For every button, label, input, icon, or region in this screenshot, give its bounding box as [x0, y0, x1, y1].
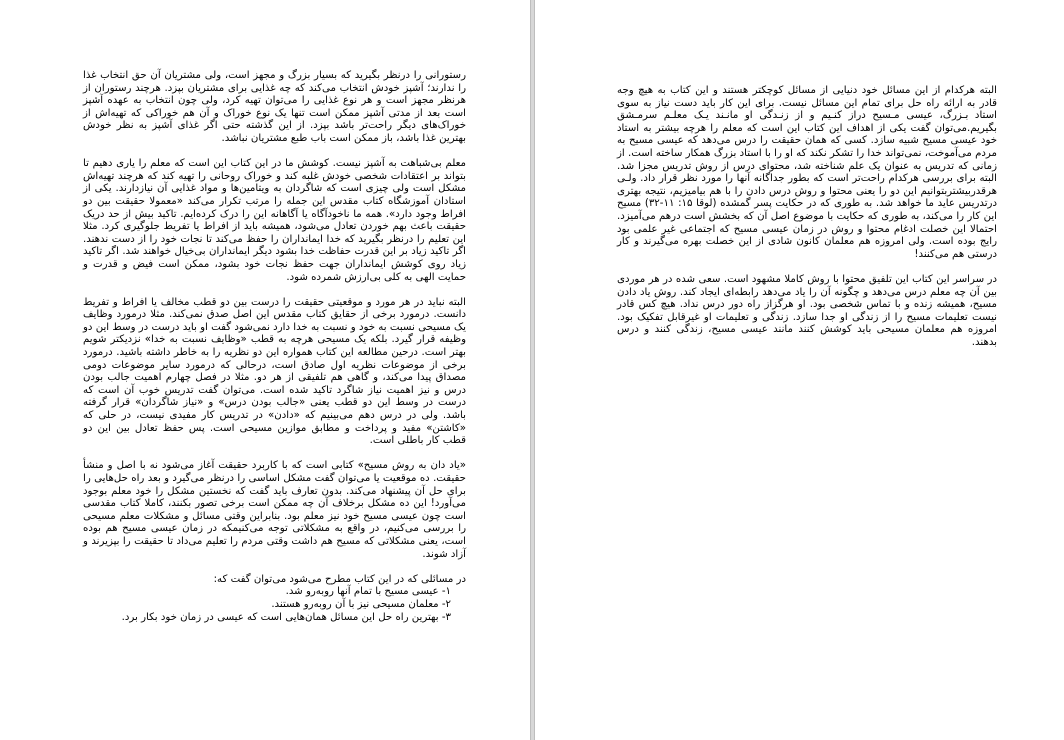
paragraph: البته هرکدام از این مسائل خود دنیایی از مسائل کوچکتر هستند و این کتاب به هیچ وجه قادر به ارائه راه حل برای تمام این مسائل نیست. برای این کار باید دست نیاز به سوی استاد بـزرگ، عیسی مـسیح دراز کنـیم و از زنـدگی او مانـند یـک معلـم سرمـشق بگیریم.می‌توان گفت یکی از اهداف این کتاب این است که معلم را هرچه بیشتر به استاد خود عیسی مسیح شبیه سازد. کسی که همان حقیقت را درس می‌دهد که عیسی مسیح به مردم می‌آموخت، نمی‌تواند خدا را تشکر نکند که او را با استاد بزرگ همکار ساخته است. از زمانی که تدریس به عنوان یک علم شناخته شد، محتوای درس از روش تدریس مجزا شد. البته برای بررسی هرکدام راحت‌تر است که بطور جداگانه آنها را مورد نظر قرار داد. ولـی هرقدربیشتربتوانیم این دو را یعنی محتوا و روش درس دادن را با هم بیامیزیم، نتیجه بهتری درتدریس عاید ما خواهد شد. به طوری که در حکایت پسر گمشده (لوقا ۱۵: ۱۱-۳۲) مسیح این کار را می‌کند، به طوری که حکایت با موضوع اصل آن که بخشش است درهم می‌آمیزد. احتمالا این خصلت ادغام محتوا و روش در زمان عیسی مسیح که اجتماعی غیر علمی بود رایج بوده است. ولی امروزه هم معلمان کانون شادی از این خصلت بهره می‌گیرند و کار درستی هم می‌کنند!	[617, 85, 997, 260]
left-page	[0, 0, 530, 740]
list-item: ۲- معلمان مسیحی نیز با آن روبه‌رو هستند.	[271, 598, 451, 610]
list-item: ۱- عیسی مسیح با تمام آنها روبه‌رو شد.	[285, 586, 451, 598]
paragraph: در سراسر این کتاب این تلفیق محتوا با روش کاملا مشهود است. سعی شده در هر موردی بین آن چه معلم درس می‌دهد و چگونه آن را یاد می‌دهد رابطه‌ای ایجاد کند. روش یاد دادن مسیح، همیشه زنده و با تماس شخصی بود. او هرگزاز راه دور درس نداد. هیچ کس قادر نیست تعلیمات مسیح را از زندگی او جدا سازد. زندگی و تعلیمات او غیرقابل تفکیک بود. امروزه هم معلمان مسیحی باید کوشش کنند مانند عیسی مسیح، زندگی کنند و درس بدهند.	[617, 273, 997, 348]
left-page-body	[83, 70, 466, 624]
paragraph: رستورانی را درنظر بگیرید که بسیار بزرگ و مجهز است، ولی مشتریان آن حق انتخاب غذا را ندارند؛ آشپز خودش انتخاب می‌کند که چه غذایی برای مشتریان بپزد. هرچند رستوران از هرنظر مجهز است و هر نوع غذایی را می‌توان تهیه کرد، ولی چون انتخاب به عهده آشپز است بعد از مدتی آشپز ممکن است تنها یک نوع خوراک و آن هم خوراکی که تهیه‌اش از خوراک‌های دیگر راحت‌تر باشد بپزد. از این گذشته حتی اگر غذای آشپز به نظر خودش بهترین غذا باشد، باز ممکن است باب طبع مشتریان نباشد.	[83, 70, 466, 144]
paragraph: «یاد دان به روش مسیح» کتابی است که با کاربرد حقیقت آغاز می‌شود نه با اصل و منشأ حقیقت. ده موقعیت یا می‌توان گفت مشکل اساسی را درنظر می‌گیرد و بعد راه حل‌هایی را برای حل آن پیشنهاد می‌کند. بدون تعارف باید گفت که نخستین مشکل را خود معلم بوجود می‌آورد! این ده مشکل برخلاف آن چه ممکن است برخی تصور بکنند، کاملا کتاب مقدسی است چون عیسی مسیح خود نیز معلم بود. بنابراین وقتی مسائل و مشکلات معلم مسیحی را بررسی می‌کنیم، در واقع به مشکلاتی توجه می‌کنیمکه در زمان عیسی مسیح هم بوده است، یعنی مشکلاتی که مسیح هم داشت وقتی مردم را تعلیم می‌داد تا حقیقت را بپزیرند و آزاد شوند.	[83, 460, 466, 560]
list-item: ۳- بهترین راه حل این مسائل همان‌هایی است که عیسی در زمان خود بکار برد.	[121, 611, 451, 623]
right-page	[535, 0, 1064, 740]
paragraph: البته نباید در هر مورد و موقعیتی حقیقت را درست بین دو قطب مخالف یا افراط و تفریط دانست. درمورد برخی از حقایق کتاب مقدس این اصل صدق نمی‌کند. مثلا درمورد وظایف یک مسیحی نسبت به خود و نسبت به خدا دارد نمی‌شود گفت او باید درست در وسط این دو وظیفه قرار گیرد. بلکه یک مسیحی هرچه به قطب «وظایف نسبت به خدا» نزدیکتر شویم بهتر است. درحین مطالعه این کتاب همواره این دو نظریه را به خاطر داشته باشید. درمورد برخی از موضوعات نظریه اول صادق است، درحالی که درمورد سایر موضوعات دومی مصداق پیدا می‌کند، و گاهی هم تلفیقی از هر دو. مثلا در فصل چهارم اهمیت جالب بودن درس و نیز اهمیت نیاز شاگرد تاکید شده است. می‌توان گفت تدریس خوب آن است که درست در وسط این دو قطب یعنی «جالب بودن درس» و «نیاز شاگردان» قرار گرفته باشد. ولی در درس دهم می‌بینیم که «دادن» در تدریس کار مفیدی نیست، در حلی که «کاشتن» مفید و پرداخت و مطابق موازین مسیحی است. پس حفظ تعادل بین این دو قطب کار باطلی است.	[83, 296, 466, 447]
numbered-list	[83, 586, 466, 624]
list-intro: در مسائلی که در این کتاب مطرح می‌شود می‌توان گفت که:	[213, 573, 466, 585]
right-page-body	[617, 85, 997, 362]
paragraph: معلم بی‌شباهت به آشپز نیست. کوشش ما در این کتاب این است که معلم را یاری دهیم تا بتواند بر اعتقادات شخصی خودش غلبه کند و خوراک روحانی را تهیه کند که هرچند تهیه‌اش مشکل است ولی چیزی است که شاگردان به ویتامین‌ها و مواد غذایی آن نیازدارند. یکی از استادان آموزشگاه کتاب مقدس این جمله را مرتب تکرار می‌کند «معمولا حقیقت بین دو افراط وجود دارد». همه ما ناخودآگاه یا آگاهانه این را درک کرده‌ایم. تاکید بیش از حد دریک حقیقت باعث بهم خوردن تعادل می‌شود، همیشه باید از افراط یا تفریط جلوگیری کرد. مثلا این تعلیم را درنظر بگیرید که خدا ایمانداران را حفظ می‌کند تا نجات خود را از دست ندهند. اگر تاکید زیاد بر این قدرت حفاظت خدا بشود دیگر ایمانداران بی‌خیال خواهند شد. اگر تاکید زیاد روی کوشش ایمانداران جهت حفظ نجات خود بشود، ممکن است فیض و قدرت و حمایت الهی به کلی بی‌ارزش شمرده شود.	[83, 158, 466, 283]
